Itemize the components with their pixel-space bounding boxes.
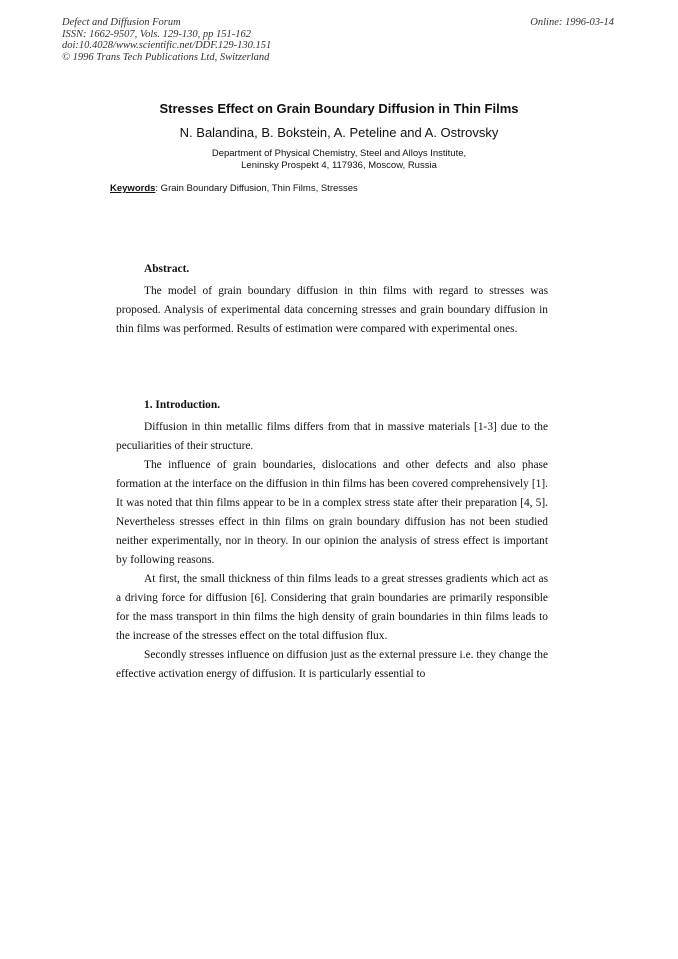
affiliation	[0, 148, 678, 172]
copyright-line: © 1996 Trans Tech Publications Ltd, Switzerland	[62, 51, 270, 63]
intro-paragraph-3: At first, the small thickness of thin films leads to a great stresses gradients which act as a driving force for diffusion [6]. Considering that grain boundaries are primarily responsible for the mass transport in thin films the high density of grain boundaries in thin films leads to the increase of the stresses effect on the total diffusion flux.	[116, 573, 548, 642]
authors: N. Balandina, B. Bokstein, A. Peteline and A. Ostrovsky	[179, 125, 499, 140]
intro-paragraph-1: Diffusion in thin metallic films differs from that in massive materials [1-3] due to the peculiarities of their structure.	[116, 421, 548, 452]
journal-name: Defect and Diffusion Forum	[62, 17, 181, 28]
intro-paragraph-2: The influence of grain boundaries, dislocations and other defects and also phase formation at the interface on the diffusion in thin films has been covered comprehensively [1]. It was noted that thin films appear to be in a complex stress state after their preparation [4, 5]. Nevertheless stresses effect in thin films on grain boundary diffusion has not been studied neither experimentally, nor in theory. In our opinion the analysis of stress effect is important by following reasons.	[116, 459, 548, 566]
online-date: Online: 1996-03-14	[530, 17, 614, 28]
keywords-label: Keywords	[110, 183, 156, 194]
abstract-body	[116, 282, 548, 339]
affiliation-line-2: Leninsky Prospekt 4, 117936, Moscow, Russia	[241, 160, 437, 171]
intro-paragraph-4: Secondly stresses influence on diffusion just as the external pressure i.e. they change the effective activation energy of diffusion. It is particularly essential to	[116, 649, 548, 680]
doi-line: doi:10.4028/www.scientific.net/DDF.129-130.151	[62, 40, 272, 51]
abstract-heading: Abstract.	[144, 263, 190, 275]
introduction-body	[116, 418, 548, 684]
affiliation-line-1: Department of Physical Chemistry, Steel and Alloys Institute,	[211, 148, 467, 159]
keywords	[110, 183, 358, 194]
paper-title: Stresses Effect on Grain Boundary Diffusion in Thin Films	[159, 101, 519, 116]
issn-line: ISSN: 1662-9507, Vols. 129-130, pp 151-162	[62, 28, 251, 40]
keywords-text: : Grain Boundary Diffusion, Thin Films, Stresses	[155, 183, 358, 194]
introduction-heading: 1. Introduction.	[144, 399, 221, 411]
journal-header	[62, 17, 271, 63]
abstract-paragraph: The model of grain boundary diffusion in thin films with regard to stresses was proposed. Analysis of experimental data concerning stresses and grain boundary diffusion in thin films was performed. Results of estimation were compared with experimental ones.	[116, 285, 548, 335]
